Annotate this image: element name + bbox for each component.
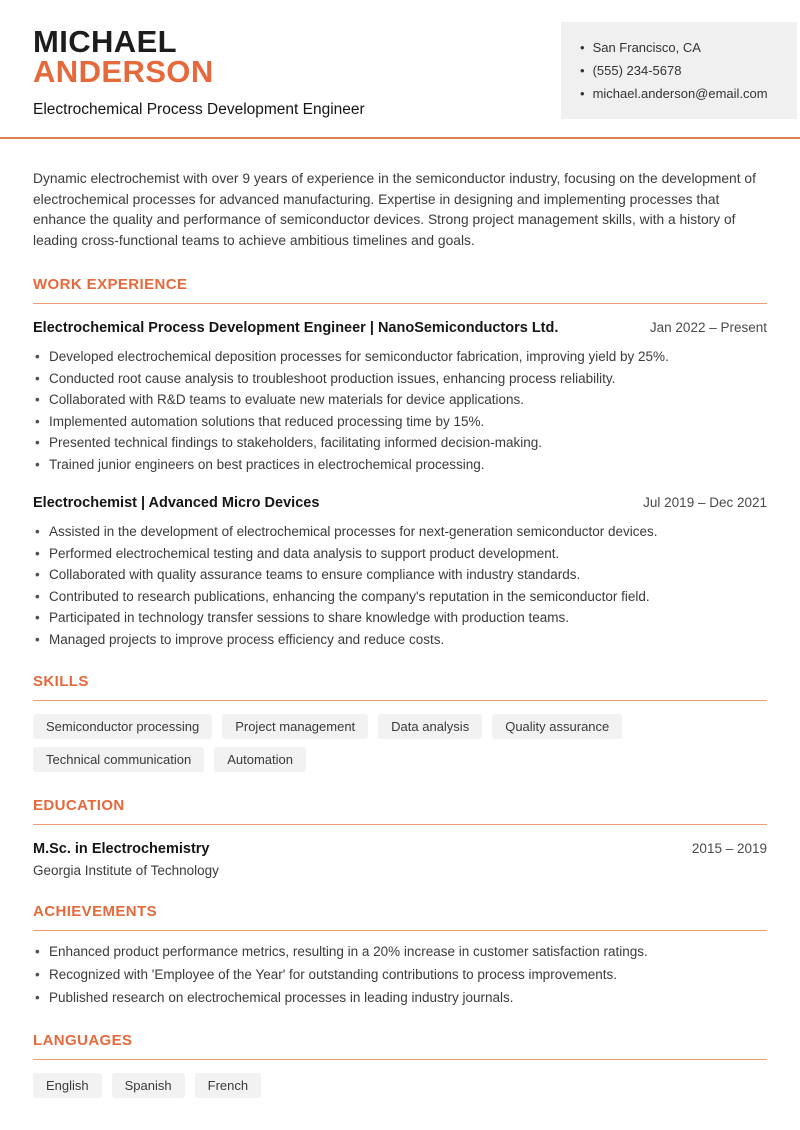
resume-header (0, 0, 800, 119)
contact-card (561, 22, 797, 119)
skill-tag-list (33, 714, 767, 772)
job-bullet: • Performed electrochemical testing and data analysis to support product development. (33, 545, 767, 563)
job-dates: Jul 2019 – Dec 2021 (643, 495, 767, 510)
achievement-bullet: • Published research on electrochemical processes in leading industry journals. (33, 989, 767, 1007)
bullet-icon: • (580, 63, 585, 78)
section-rule (33, 930, 767, 931)
job-entry (33, 320, 767, 473)
job-title: Electrochemical Process Development Engineer | NanoSemiconductors Ltd. (33, 320, 559, 336)
language-tag: English (33, 1073, 102, 1098)
achievement-bullet: • Recognized with 'Employee of the Year' for outstanding contributions to process improvements. (33, 966, 767, 984)
job-bullet: • Collaborated with quality assurance teams to ensure compliance with industry standards. (33, 566, 767, 584)
school-name: Georgia Institute of Technology (33, 863, 219, 878)
job-entry-header (33, 320, 767, 336)
job-title: Electrochemist | Advanced Micro Devices (33, 495, 320, 511)
candidate-job-title: Electrochemical Process Development Engineer (33, 101, 365, 118)
skill-tag: Automation (214, 747, 306, 772)
name-first-line: MICHAEL (33, 24, 178, 59)
contact-phone: (555) 234-5678 (592, 63, 682, 78)
job-entry-header (33, 495, 767, 511)
skill-tag: Data analysis (378, 714, 482, 739)
name-last-line: ANDERSON (33, 54, 214, 89)
job-entry (33, 495, 767, 648)
job-bullet: • Trained junior engineers on best practices in electrochemical processing. (33, 456, 767, 474)
skill-tag: Semiconductor processing (33, 714, 212, 739)
summary-paragraph: Dynamic electrochemist with over 9 years of experience in the semiconductor industry, focusing on the development of electrochemical processes for advanced manufacturing. Expertise in designing and implementing processes that enhance the quality and performance of semiconductor devices. Strong project management skills, with a history of leading cross-functional teams to achieve ambitious timelines and goals. (33, 171, 756, 248)
language-tag: Spanish (112, 1073, 185, 1098)
job-bullet-list (33, 523, 767, 648)
language-tag: French (195, 1073, 261, 1098)
contact-item-email (580, 86, 787, 101)
job-bullet-list (33, 348, 767, 473)
bullet-icon: • (580, 40, 585, 55)
section-title-education: EDUCATION (33, 797, 125, 814)
section-rule (33, 700, 767, 701)
job-bullet: • Contributed to research publications, enhancing the company's reputation in the semiconductor field. (33, 588, 767, 606)
bullet-icon: • (580, 86, 585, 101)
section-rule (33, 1059, 767, 1060)
achievement-bullet-list (33, 943, 767, 1007)
education-entry-header (33, 841, 767, 857)
job-bullet: • Collaborated with R&D teams to evaluate new materials for device applications. (33, 391, 767, 409)
resume-body (0, 169, 800, 1098)
section-title-achievements: ACHIEVEMENTS (33, 903, 157, 920)
achievement-bullet: • Enhanced product performance metrics, resulting in a 20% increase in customer satisfaction ratings. (33, 943, 767, 961)
section-education (33, 797, 767, 878)
job-bullet: • Implemented automation solutions that reduced processing time by 15%. (33, 413, 767, 431)
contact-email: michael.anderson@email.com (592, 86, 768, 101)
header-divider (0, 137, 800, 139)
section-rule (33, 303, 767, 304)
job-bullet: • Managed projects to improve process efficiency and reduce costs. (33, 631, 767, 649)
section-title-languages: LANGUAGES (33, 1031, 133, 1049)
language-tag-list (33, 1073, 767, 1098)
skill-tag: Project management (222, 714, 368, 739)
skill-tag: Technical communication (33, 747, 204, 772)
section-title-work-experience: WORK EXPERIENCE (33, 276, 188, 293)
section-rule (33, 824, 767, 825)
section-skills (33, 673, 767, 772)
section-languages (33, 1032, 767, 1098)
section-title-skills: SKILLS (33, 673, 89, 690)
job-bullet: • Assisted in the development of electrochemical processes for next-generation semiconductor devices. (33, 523, 767, 541)
degree-dates: 2015 – 2019 (691, 841, 767, 856)
section-work-experience (33, 276, 767, 648)
contact-item-location (580, 40, 787, 55)
job-dates: Jan 2022 – Present (649, 320, 767, 335)
job-bullet: • Conducted root cause analysis to troubleshoot production issues, enhancing process reliability. (33, 370, 767, 388)
contact-location: San Francisco, CA (592, 40, 701, 55)
job-bullet: • Participated in technology transfer sessions to share knowledge with production teams. (33, 609, 767, 627)
skill-tag: Quality assurance (492, 714, 622, 739)
degree-title: M.Sc. in Electrochemistry (33, 841, 210, 857)
job-bullet: • Developed electrochemical deposition processes for semiconductor fabrication, improving yield by 25%. (33, 348, 767, 366)
job-bullet: • Presented technical findings to stakeholders, facilitating informed decision-making. (33, 434, 767, 452)
contact-item-phone (580, 63, 787, 78)
section-achievements (33, 903, 767, 1007)
